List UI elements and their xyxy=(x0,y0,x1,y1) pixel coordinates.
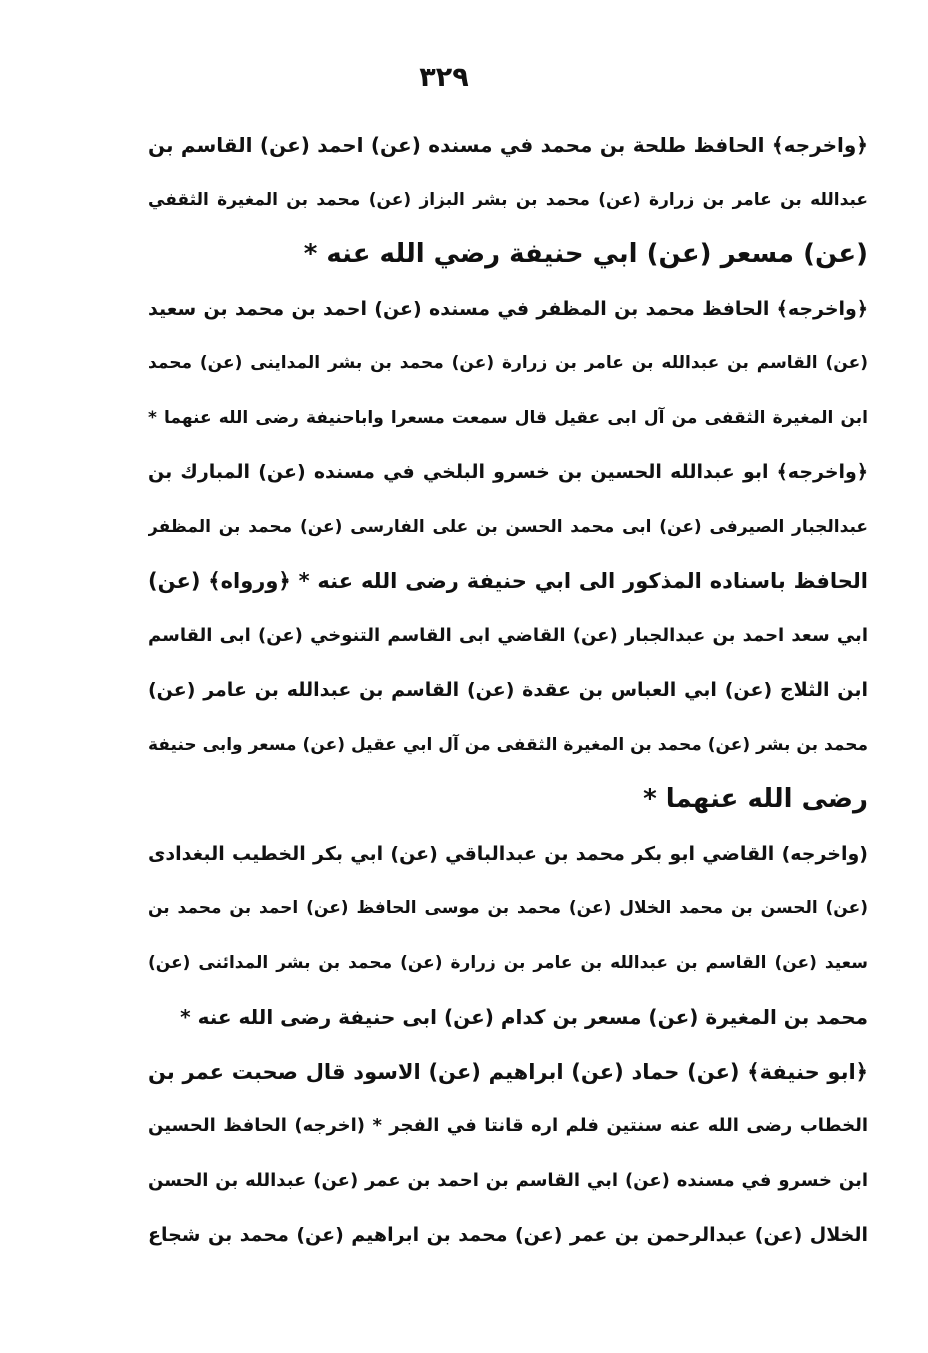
text-line: ابن خسرو في مسنده (عن) ابي القاسم بن احمد بن عمر (عن) عبدالله بن الحسن xyxy=(148,1169,868,1191)
text-line: ابن المغيرة الثقفى من آل ابى عقيل قال سمعت مسعرا واباحنيفة رضى الله عنهما * xyxy=(148,407,868,428)
text-line: سعيد (عن) القاسم بن عبدالله بن عامر بن زرارة (عن) محمد بن بشر المدائنى (عن) xyxy=(148,952,868,973)
text-line: محمد بن المغيرة (عن) مسعر بن كدام (عن) ابى حنيفة رضى الله عنه * xyxy=(180,1005,868,1029)
text-line: ابي سعد احمد بن عبدالجبار (عن) القاضي ابى القاسم التنوخي (عن) ابى القاسم xyxy=(148,624,868,646)
text-line: ﴿واخرجه﴾ الحافظ طلحة بن محمد في مسنده (عن) احمد (عن) القاسم بن xyxy=(148,133,868,157)
text-line: عبدالجبار الصيرفى (عن) ابى محمد الحسن بن على الفارسى (عن) محمد بن المظفر xyxy=(148,516,868,537)
text-line: الخطاب رضى الله عنه سنتين فلم اره قانتا في الفجر * (اخرجه) الحافظ الحسين xyxy=(148,1115,868,1136)
body-text xyxy=(148,118,868,1263)
text-line: (عن) الحسن بن محمد الخلال (عن) محمد بن موسى الحافظ (عن) احمد بن محمد بن xyxy=(148,898,868,918)
text-line: ﴿ابو حنيفة﴾ (عن) حماد (عن) ابراهيم (عن) الاسود قال صحبت عمر بن xyxy=(148,1059,868,1084)
text-line: ﴿واخرجه﴾ الحافظ محمد بن المظفر في مسنده (عن) احمد بن محمد بن سعيد xyxy=(148,297,868,320)
page-number: ٣٢٩ xyxy=(419,62,469,93)
text-line: الحافظ باسناده المذكور الى ابي حنيفة رضى الله عنه * ﴿ورواه﴾ (عن) xyxy=(148,569,868,593)
text-line: ﴿واخرجه﴾ ابو عبدالله الحسين بن خسرو البلخي في مسنده (عن) المبارك بن xyxy=(148,461,868,483)
text-line: (عن) القاسم بن عبدالله بن عامر بن زرارة (عن) محمد بن بشر المداينى (عن) محمد xyxy=(148,353,868,373)
text-line: الخلال (عن) عبدالرحمن بن عمر (عن) محمد بن ابراهيم (عن) محمد بن شجاع xyxy=(148,1224,868,1246)
text-line: (واخرجه) القاضي ابو بكر محمد بن عبدالباقي (عن) ابي بكر الخطيب البغدادى xyxy=(148,842,868,865)
text-line: (عن) مسعر (عن) ابي حنيفة رضي الله عنه * xyxy=(303,239,868,269)
text-line: رضى الله عنهما * xyxy=(643,784,868,814)
text-line: ابن الثلاج (عن) ابي العباس بن عقدة (عن) القاسم بن عبدالله بن عامر (عن) xyxy=(148,679,868,701)
text-line: عبدالله بن عامر بن زرارة (عن) محمد بن بشر البزاز (عن) محمد بن المغيرة الثقفي xyxy=(148,189,868,210)
text-line: محمد بن بشر (عن) محمد بن المغيرة الثقفى من آل ابي عقيل (عن) مسعر وابى حنيفة xyxy=(148,734,868,755)
